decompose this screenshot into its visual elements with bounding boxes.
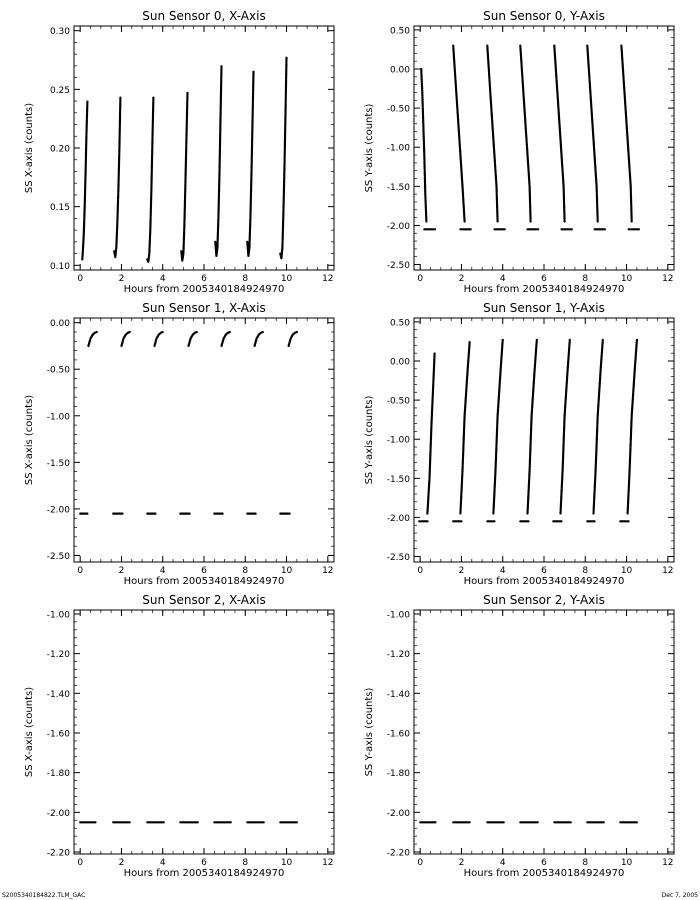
data-trace (147, 98, 153, 262)
y-tick-label: 0.00 (49, 319, 70, 330)
x-tick-label: 4 (159, 858, 166, 868)
x-tick-label: 2 (458, 858, 465, 868)
y-tick-label: -2.00 (386, 808, 410, 819)
x-tick-label: 0 (417, 858, 424, 868)
y-axis-label: SS Y-axis (counts) (364, 103, 375, 193)
x-tick-label: 12 (322, 566, 334, 576)
x-tick-label: 4 (499, 858, 506, 868)
x-tick-label: 0 (77, 274, 84, 284)
y-tick-label: 0.00 (389, 357, 410, 368)
y-tick-label: -1.20 (46, 650, 70, 661)
y-tick-label: 0.15 (49, 203, 70, 214)
footer-date: Dec 7, 2005 (661, 892, 698, 899)
y-tick-label: -1.50 (386, 182, 410, 193)
x-tick-label: 2 (118, 858, 125, 868)
data-trace (421, 69, 426, 222)
y-tick-label: -2.00 (46, 808, 70, 819)
y-tick-label: -1.00 (46, 610, 70, 621)
x-tick-label: 12 (662, 858, 674, 868)
x-tick-label: 0 (417, 566, 424, 576)
data-trace (88, 332, 96, 346)
x-tick-label: 2 (118, 274, 125, 284)
y-tick-label: 0.50 (389, 318, 410, 329)
x-tick-label: 2 (458, 274, 465, 284)
plot-frame (414, 610, 674, 854)
chart-title: Sun Sensor 0, Y-Axis (483, 9, 605, 23)
x-axis-label: Hours from 2005340184924970 (463, 284, 625, 295)
y-tick-label: -1.80 (46, 769, 70, 780)
y-tick-label: -2.00 (386, 221, 410, 232)
chart-title: Sun Sensor 0, X-Axis (142, 9, 266, 23)
chart-panel (24, 593, 334, 879)
x-tick-label: 6 (201, 274, 207, 284)
y-tick-label: -2.50 (386, 261, 410, 272)
y-axis-label: SS X-axis (counts) (24, 102, 35, 194)
data-trace (493, 340, 502, 514)
data-trace (114, 98, 120, 258)
x-tick-label: 0 (77, 566, 84, 576)
y-tick-label: -1.60 (386, 729, 410, 740)
x-axis-label: Hours from 2005340184924970 (123, 284, 285, 295)
data-trace (460, 342, 469, 514)
chart-panel (24, 301, 334, 587)
x-tick-label: 4 (499, 274, 506, 284)
data-trace (122, 332, 130, 346)
x-tick-label: 6 (541, 566, 547, 576)
data-trace (621, 46, 631, 222)
data-trace (628, 340, 637, 514)
data-trace (528, 340, 537, 514)
plot-frame (74, 26, 334, 270)
x-tick-label: 10 (280, 274, 293, 284)
data-trace (289, 332, 297, 346)
y-tick-label: -2.20 (386, 848, 410, 859)
data-trace (280, 58, 286, 259)
plot-frame (414, 26, 674, 270)
data-trace (520, 46, 530, 222)
y-tick-label: 0.50 (389, 26, 410, 37)
x-tick-label: 12 (662, 566, 674, 576)
chart-title: Sun Sensor 2, Y-Axis (483, 593, 605, 607)
y-tick-label: -2.00 (386, 513, 410, 524)
x-tick-label: 0 (417, 274, 424, 284)
x-tick-label: 8 (582, 274, 589, 284)
x-tick-label: 8 (242, 858, 249, 868)
y-tick-label: 0.30 (49, 27, 70, 38)
x-tick-label: 4 (499, 566, 506, 576)
data-trace (255, 332, 263, 346)
x-tick-label: 8 (242, 566, 249, 576)
data-trace (594, 340, 603, 514)
data-trace (561, 340, 570, 514)
x-tick-label: 0 (77, 858, 84, 868)
y-tick-label: -2.50 (46, 551, 70, 562)
y-tick-label: -1.60 (46, 729, 70, 740)
y-tick-label: -1.00 (386, 610, 410, 621)
x-tick-label: 6 (541, 274, 547, 284)
y-tick-label: 0.00 (389, 65, 410, 76)
data-trace (215, 66, 221, 256)
y-tick-label: -2.20 (46, 848, 70, 859)
y-tick-label: -1.20 (386, 650, 410, 661)
x-tick-label: 4 (159, 566, 166, 576)
x-tick-label: 10 (620, 274, 633, 284)
chart-panel (364, 301, 674, 587)
y-tick-label: -0.50 (46, 365, 70, 376)
y-tick-label: -2.50 (386, 553, 410, 564)
chart-panel (364, 9, 674, 295)
x-axis-label: Hours from 2005340184924970 (123, 576, 285, 587)
x-axis-label: Hours from 2005340184924970 (463, 868, 625, 879)
y-tick-label: -1.00 (386, 435, 410, 446)
x-tick-label: 12 (322, 858, 334, 868)
x-tick-label: 10 (620, 566, 633, 576)
x-tick-label: 8 (582, 566, 589, 576)
x-tick-label: 4 (159, 274, 166, 284)
y-axis-label: SS X-axis (counts) (24, 394, 35, 486)
y-tick-label: 0.20 (49, 144, 70, 155)
y-axis-label: SS Y-axis (counts) (364, 395, 375, 485)
y-tick-label: -2.00 (46, 505, 70, 516)
y-tick-label: -1.80 (386, 769, 410, 780)
x-tick-label: 10 (620, 858, 633, 868)
y-tick-label: -1.00 (46, 412, 70, 423)
y-tick-label: -1.50 (46, 458, 70, 469)
chart-title: Sun Sensor 1, X-Axis (142, 301, 266, 315)
x-tick-label: 6 (541, 858, 547, 868)
chart-panel (364, 593, 674, 879)
x-tick-label: 2 (458, 566, 465, 576)
data-trace (427, 353, 434, 513)
data-trace (189, 332, 197, 346)
y-tick-label: -1.50 (386, 474, 410, 485)
plot-frame (74, 610, 334, 854)
x-tick-label: 2 (118, 566, 125, 576)
x-tick-label: 10 (280, 566, 293, 576)
x-tick-label: 6 (201, 566, 207, 576)
data-trace (155, 332, 163, 346)
y-tick-label: -1.40 (46, 689, 70, 700)
data-trace (181, 93, 187, 261)
x-tick-label: 12 (322, 274, 334, 284)
y-axis-label: SS X-axis (counts) (24, 686, 35, 778)
data-trace (247, 72, 253, 256)
x-axis-label: Hours from 2005340184924970 (463, 576, 625, 587)
chart-title: Sun Sensor 2, X-Axis (142, 593, 266, 607)
y-tick-label: -1.00 (386, 143, 410, 154)
plot-frame (74, 318, 334, 562)
data-trace (82, 101, 87, 259)
x-tick-label: 10 (280, 858, 293, 868)
x-tick-label: 8 (242, 274, 249, 284)
y-tick-label: -1.40 (386, 689, 410, 700)
x-tick-label: 6 (201, 858, 207, 868)
data-trace (487, 46, 497, 222)
footer-filename: S2005340184822.TLM_GAC (2, 892, 86, 899)
y-tick-label: 0.25 (49, 85, 70, 96)
chart-panel (24, 9, 334, 295)
x-tick-label: 12 (662, 274, 674, 284)
data-trace (222, 332, 230, 346)
data-trace (587, 46, 597, 222)
chart-title: Sun Sensor 1, Y-Axis (483, 301, 605, 315)
x-tick-label: 8 (582, 858, 589, 868)
y-tick-label: 0.10 (49, 261, 70, 272)
y-axis-label: SS Y-axis (counts) (364, 687, 375, 777)
y-tick-label: -0.50 (386, 104, 410, 115)
y-tick-label: -0.50 (386, 396, 410, 407)
data-trace (453, 46, 464, 222)
x-axis-label: Hours from 2005340184924970 (123, 868, 285, 879)
data-trace (554, 46, 564, 222)
